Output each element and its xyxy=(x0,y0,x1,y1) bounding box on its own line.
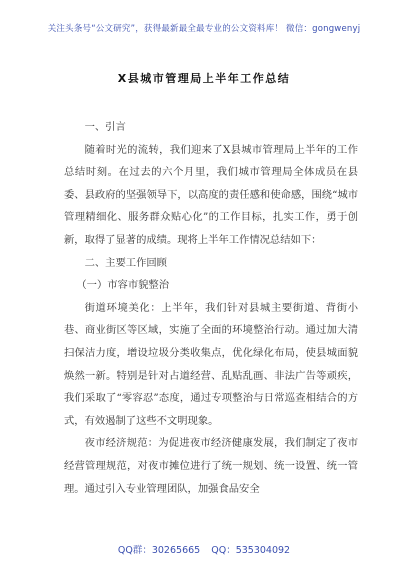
document-body xyxy=(64,116,358,500)
night-market-paragraph: 夜市经济规范：为促进夜市经济健康发展，我们制定了夜市经营管理规范，对夜市摊位进行了统一规划、统一设置、统一管理。通过引入专业管理团队，加强食品安全 xyxy=(64,437,358,495)
footer-qq-group: QQ群：30265665 xyxy=(117,545,201,556)
section-heading-review: 二、主要工作回顾 xyxy=(84,256,167,269)
street-paragraph: 街道环境美化：上半年，我们针对县城主要街道、背街小巷、商业街区等区域，实施了全面的环境整治行动。通过加大清扫保洁力度，增设垃圾分类收集点，优化绿化布局，使县城面貌焕然一新。特别是针对占道经营、乱贴乱画、非法广告等顽疾，我们采取了“零容忍”态度，通过专项整治与日常巡查相结合的方式，有效遏制了这些不文明现象。 xyxy=(64,301,358,427)
footer-contact xyxy=(0,542,408,556)
section-heading-intro: 一、引言 xyxy=(84,121,126,133)
document-title: X县城市管理局上半年工作总结 xyxy=(117,72,291,85)
footer-qq: QQ：535304092 xyxy=(211,545,291,556)
subsection-heading-cityscape: （一）市容市貌整治 xyxy=(76,279,170,292)
header-promo-note: 关注头条号“公文研究”，获得最新最全最专业的公文资料库！ 微信：gongwenyj xyxy=(47,24,361,34)
intro-paragraph: 随着时光的流转，我们迎来了X县城市管理局上半年的工作总结时刻。在过去的六个月里，我们城市管理局全体成员在县委、县政府的坚强领导下，以高度的责任感和使命感，围绕“城市管理精细化、服务群众贴心化”的工作目标，扎实工作，勇于创新，取得了显著的成绩。现将上半年工作情况总结如下： xyxy=(64,143,358,246)
